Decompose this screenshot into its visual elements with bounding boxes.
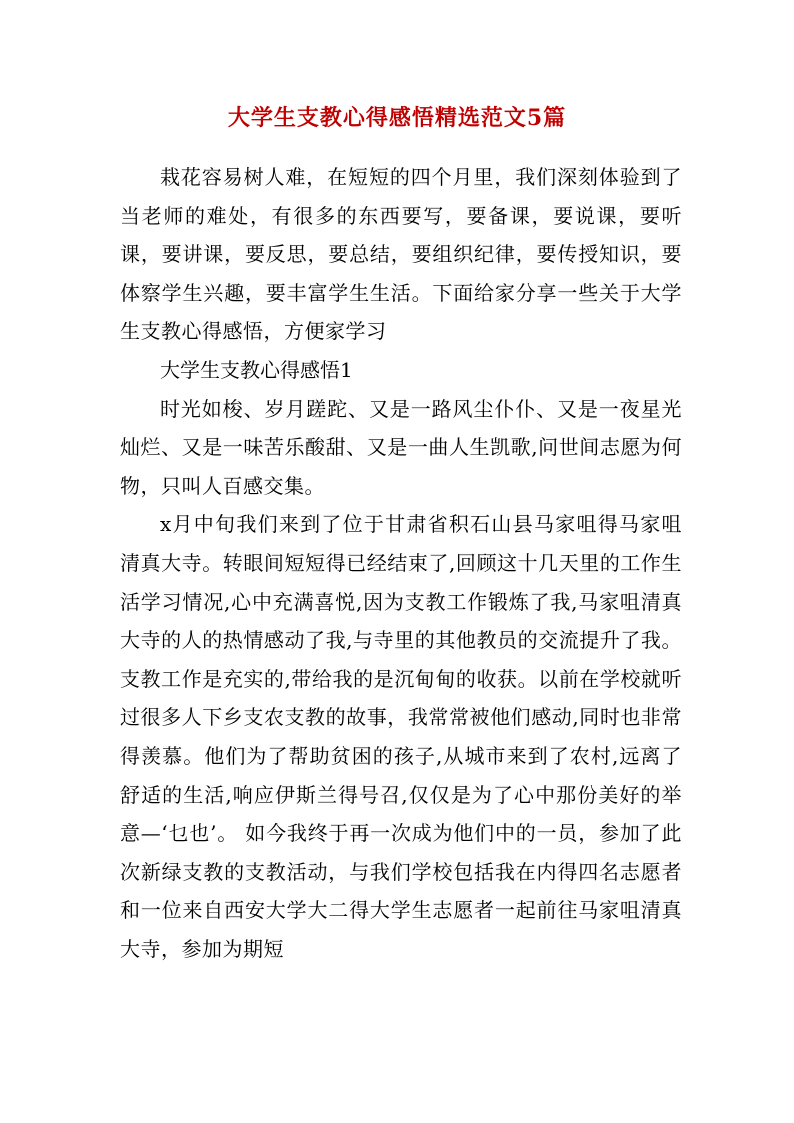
intro-paragraph: 栽花容易树人难，在短短的四个月里，我们深刻体验到了当老师的难处，有很多的东西要写，要备课，要说课，要听课，要讲课，要反思，要总结，要组织纪律，要传授知识，要体察学生兴趣，要丰富学生生活。下面给家分享一些关于大学生支教心得感悟，方便家学习 — [120, 165, 682, 344]
document-body — [120, 158, 682, 968]
body-paragraph: 时光如梭、岁月蹉跎、又是一路风尘仆仆、又是一夜星光灿烂、又是一味苦乐酸甜、又是一曲人生凯歌,问世间志愿为何物，只叫人百感交集。 — [120, 396, 682, 498]
body-paragraph: x月中旬我们来到了位于甘肃省积石山县马家咀得马家咀清真大寺。转眼间短短得已经结束了,回顾这十几天里的工作生活学习情况,心中充满喜悦,因为支教工作锻炼了我,马家咀清真大寺的人的热情感动了我,与寺里的其他教员的交流提升了我。支教工作是充实的,带给我的是沉甸甸的收获。以前在学校就听过很多人下乡支农支教的故事，我常常被他们感动,同时也非常得羡慕。他们为了帮助贫困的孩子,从城市来到了农村,远离了舒适的生活,响应伊斯兰得号召,仅仅是为了心中那份美好的举意—‘乜也’。 如今我终于再一次成为他们中的一员，参加了此次新绿支教的支教活动，与我们学校包括我在内得四名志愿者和一位来自西安大学大二得大学生志愿者一起前往马家咀清真大寺，参加为期短 — [120, 512, 682, 961]
section-heading: 大学生支教心得感悟1 — [160, 357, 353, 382]
document-title: 大学生支教心得感悟精选范文5篇 — [227, 105, 567, 131]
